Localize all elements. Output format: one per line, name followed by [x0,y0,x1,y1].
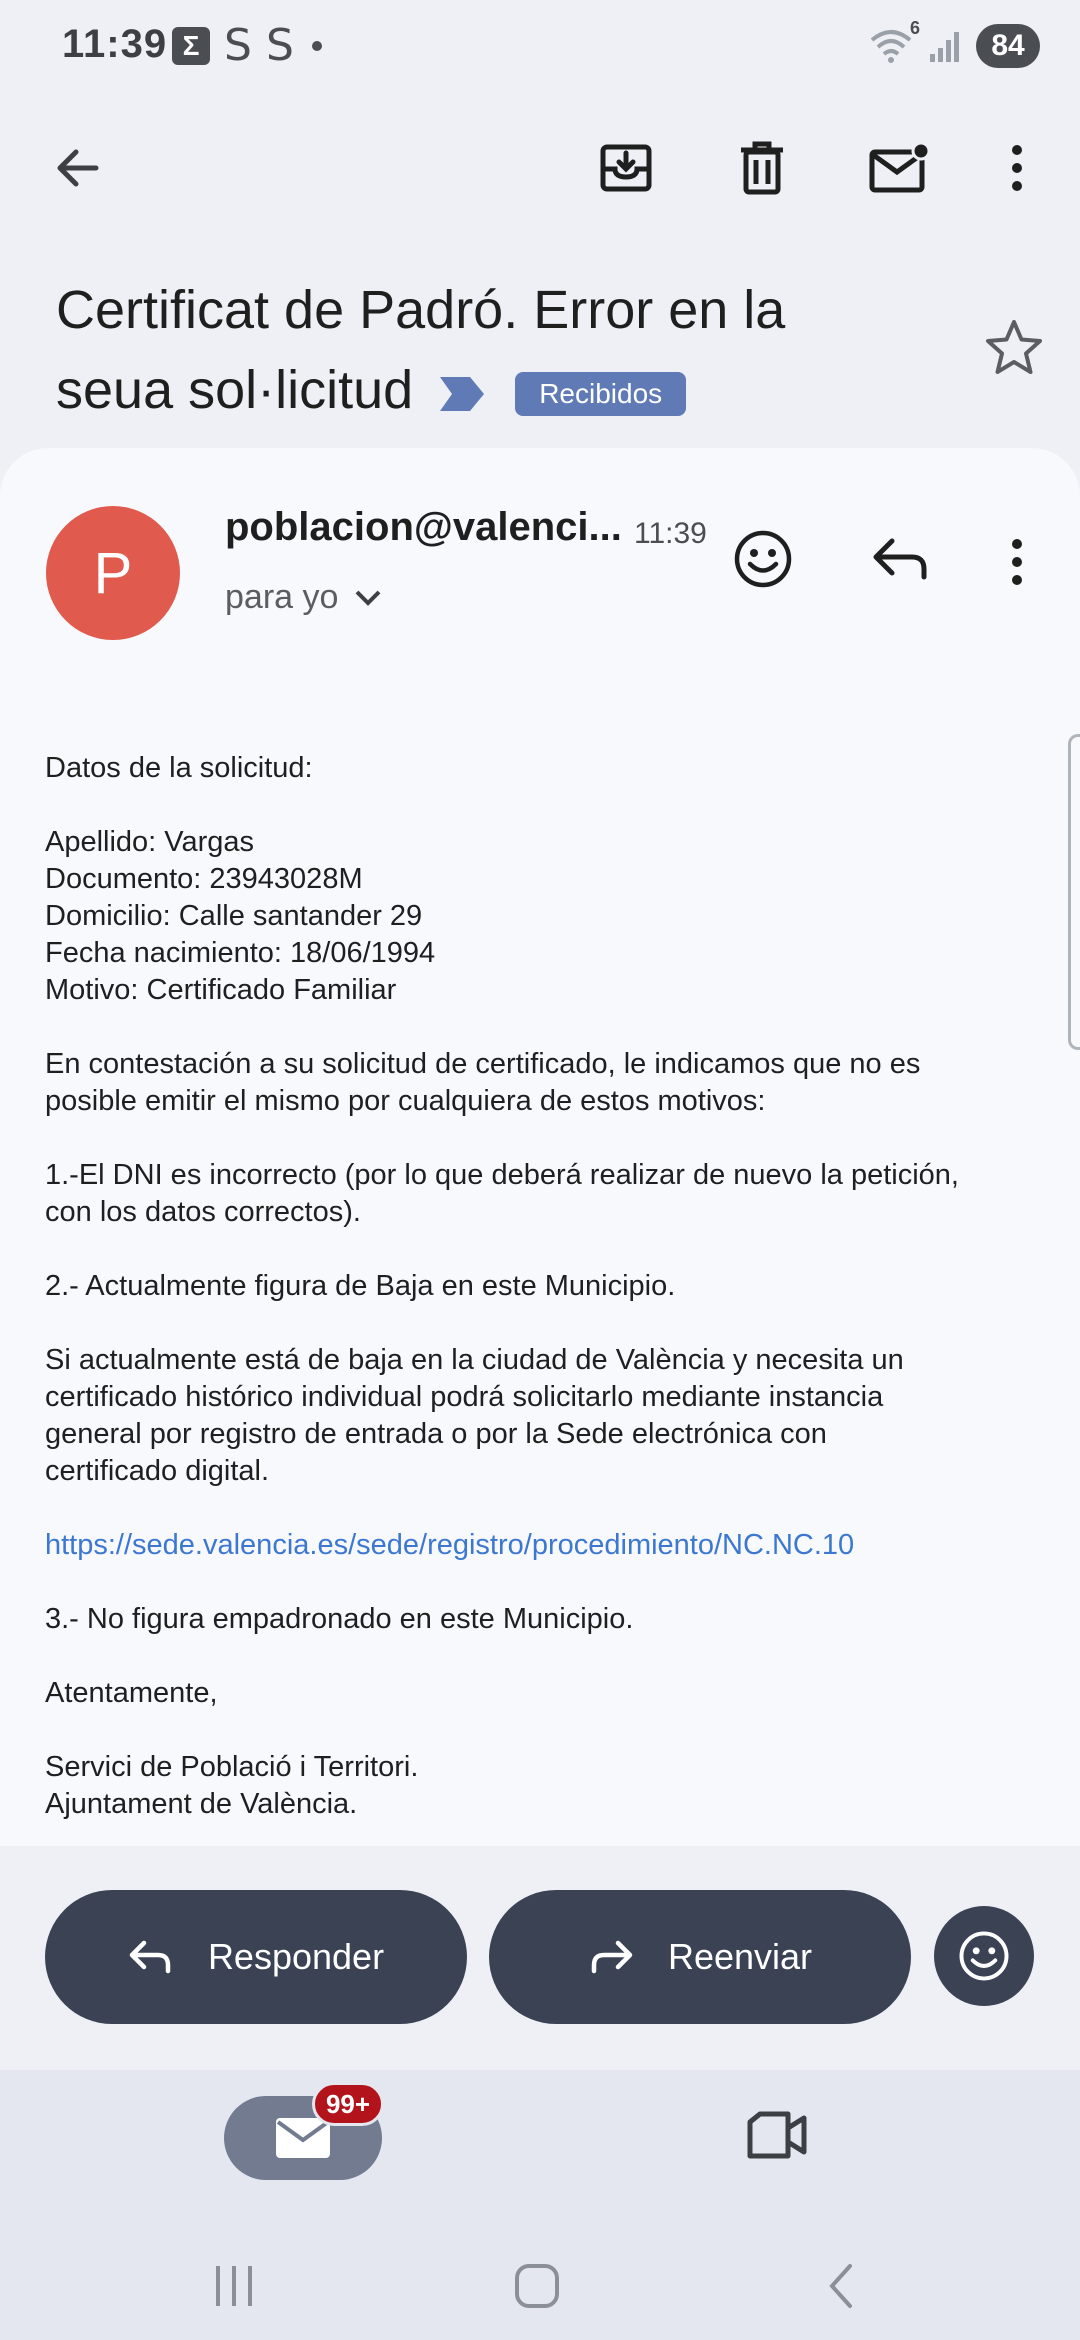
sigma-app-icon: Σ [172,27,210,65]
back-arrow-icon [52,142,104,194]
emoji-reaction-button[interactable] [934,1906,1034,2006]
star-button[interactable] [984,318,1044,376]
more-options-button[interactable] [990,130,1044,206]
body-line: 3.- No figura empadronado en este Municipio. [45,1603,634,1635]
subject-line-2: seua sol·licitud [56,360,414,420]
reply-label: Responder [207,1936,385,1977]
recent-apps-button[interactable] [206,2246,262,2326]
back-button[interactable] [40,130,116,206]
body-line: Documento: 23943028M [45,863,363,895]
bottom-navigation [0,2070,1080,2340]
s-app-icon: S [224,20,252,71]
more-vert-icon [1010,142,1024,194]
body-line: con los datos correctos). [45,1196,361,1228]
home-icon [513,2262,561,2310]
mail-unread-icon [869,142,931,194]
status-time: 11:39 [62,22,168,66]
chevron-down-icon [354,589,382,607]
system-navigation [0,2246,1080,2326]
trash-icon [737,140,787,196]
status-bar [0,0,1080,96]
body-line: Motivo: Certificado Familiar [45,974,397,1006]
emoji-icon [733,529,793,589]
body-line: 1.-El DNI es incorrecto (por lo que deberá realizar de nuevo la petición, [45,1159,959,1191]
unread-count-badge: 99+ [312,2082,384,2126]
signal-icon [928,28,962,64]
notification-icons [172,20,322,71]
sede-registro-link[interactable]: https://sede.valencia.es/sede/registro/procedimiento/NC.NC.10 [45,1529,855,1561]
reply-icon-button[interactable] [864,524,938,594]
reply-icon [128,1939,174,1975]
sender-avatar[interactable]: P [46,506,180,640]
forward-icon [588,1939,634,1975]
reply-actions-bar [0,1846,1080,2070]
body-line: Datos de la solicitud: [45,752,313,784]
body-line: 2.- Actualmente figura de Baja en este Municipio. [45,1270,676,1302]
recipient-toggle[interactable] [225,578,382,617]
body-line: Si actualmente está de baja en la ciudad de València y necesita un [45,1344,904,1376]
body-line: Ajuntament de València. [45,1788,358,1820]
reply-icon [872,537,930,581]
importance-marker-icon[interactable] [438,375,486,413]
star-icon [984,318,1044,376]
system-status-icons [868,18,1040,68]
archive-button[interactable] [588,130,664,206]
email-toolbar [0,110,1080,220]
email-body [45,750,1035,1823]
wifi-badge: 6 [909,18,920,38]
scroll-handle[interactable] [1068,734,1080,1050]
message-time: 11:39 [634,517,707,550]
body-line: En contestación a su solicitud de certificado, le indicamos que no es [45,1048,921,1080]
body-line: Apellido: Vargas [45,826,255,858]
recipient-label: para yo [225,578,339,616]
body-line: certificado digital. [45,1455,270,1487]
body-line: Domicilio: Calle santander 29 [45,900,423,932]
message-more-button[interactable] [990,524,1044,600]
reply-button[interactable] [45,1890,467,2024]
more-notifications-dot [312,41,322,51]
archive-icon [599,141,653,195]
emoji-icon [958,1930,1010,1982]
system-back-button[interactable] [816,2246,866,2326]
forward-label: Reenviar [667,1936,813,1977]
delete-button[interactable] [724,130,800,206]
body-line: general por registro de entrada o por la Sede electrónica con [45,1418,827,1450]
forward-button[interactable] [489,1890,911,2024]
more-vert-icon [1010,536,1024,588]
video-camera-icon [746,2110,808,2160]
system-back-icon [826,2262,856,2310]
nav-meet[interactable] [746,2110,808,2160]
home-button[interactable] [506,2246,568,2326]
inbox-label-chip[interactable]: Recibidos [515,372,686,416]
sender-address[interactable]: poblacion@valenci... [225,505,622,549]
react-emoji-button[interactable] [728,524,798,594]
battery-indicator: 84 [976,24,1040,68]
body-line: Atentamente, [45,1677,218,1709]
s-app-icon-2: S [265,20,294,71]
email-subject [56,270,956,430]
body-line: Fecha nacimiento: 18/06/1994 [45,937,436,969]
body-line: certificado histórico individual podrá solicitarlo mediante instancia [45,1381,884,1413]
recent-apps-icon [212,2264,256,2308]
body-line: posible emitir el mismo por cualquiera de estos motivos: [45,1085,766,1117]
wifi-icon [868,18,920,66]
mark-unread-button[interactable] [860,130,940,206]
body-line: Servici de Població i Territori. [45,1751,419,1783]
subject-line-1: Certificat de Padró. Error en la [56,280,786,340]
